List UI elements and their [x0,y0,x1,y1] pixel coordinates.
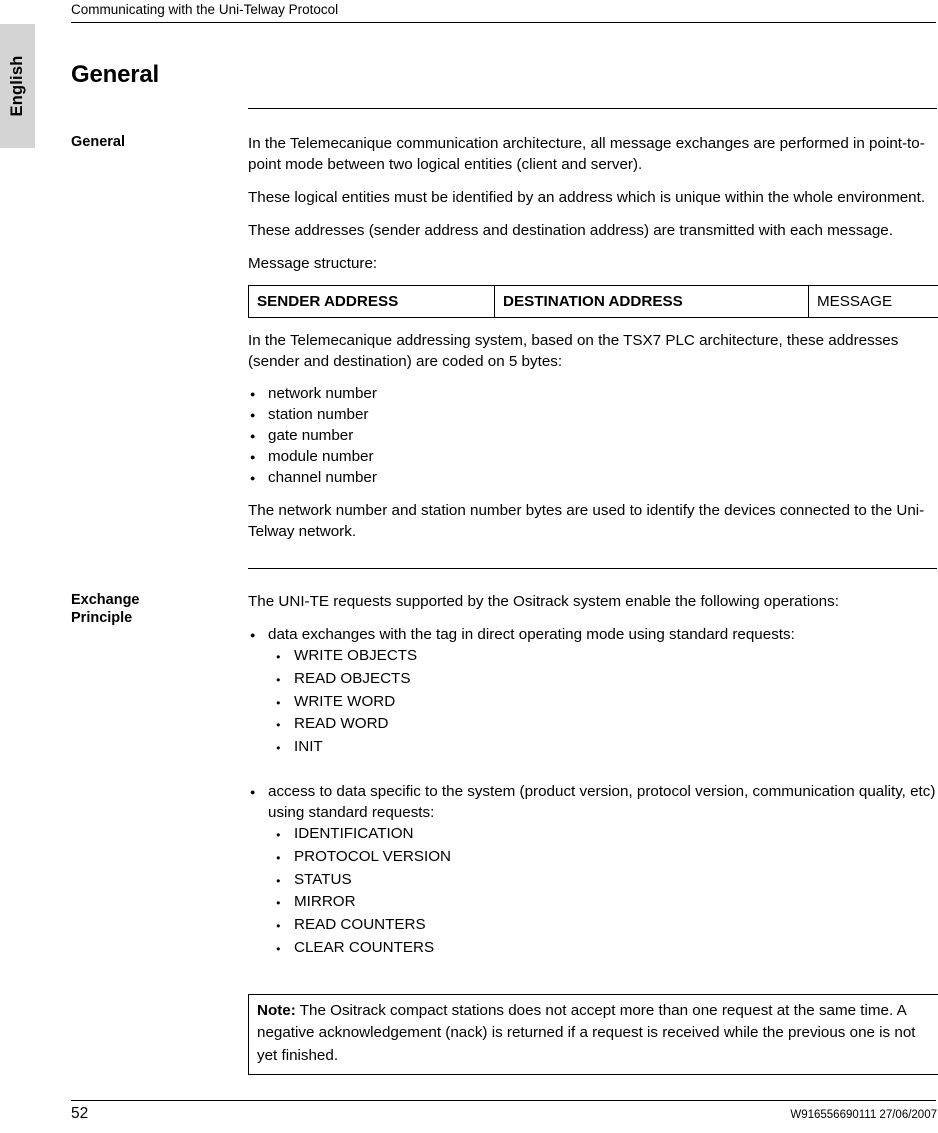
section-label-line2: Principle [71,610,133,626]
section-label-line1: Exchange [71,592,140,608]
table-cell-sender-address: SENDER ADDRESS [249,286,495,318]
request-sublist-1 [268,645,937,759]
request-group-2 [248,781,937,960]
list-item: ● CLEAR COUNTERS [268,937,937,960]
language-tab-label: English [8,55,26,117]
chapter-heading [71,60,937,90]
request-sublist-2 [268,823,937,960]
paragraph: The network number and station number bytes are used to identify the devices connected to the Uni-Telway network. [248,502,925,540]
note-label: Note: [257,1001,296,1019]
list-item: ● gate number [248,425,937,446]
table-cell-message: MESSAGE [809,286,938,318]
page-header [71,0,937,23]
paragraph: In the Telemecanique communication architecture, all message exchanges are performed in point-to-point mode between two logical entities (client and server). [248,135,925,173]
list-item: ● READ OBJECTS [268,668,937,691]
paragraph: These addresses (sender address and destination address) are transmitted with each message. [248,222,893,239]
page-content [71,133,937,1075]
list-item [248,624,937,759]
list-item: ● MIRROR [268,891,937,914]
list-item: ● INIT [268,736,937,759]
footer-rule [71,1100,936,1101]
language-tab [0,24,35,148]
note-box [248,994,938,1076]
list-item: ● station number [248,404,937,425]
chapter-title: General [71,61,159,88]
table-row [249,286,938,318]
section-exchange-principle [71,591,937,1075]
section-body-exchange-principle [248,591,937,1075]
section-label-general: General [71,134,125,150]
paragraph: In the Telemecanique addressing system, based on the TSX7 PLC architecture, these addresses (sender and destination) are coded on 5 bytes: [248,332,899,370]
request-group-1 [248,624,937,759]
section-general [71,133,937,542]
header-rule [71,22,936,23]
list-item: ● PROTOCOL VERSION [268,846,937,869]
note-text: The Ositrack compact stations does not accept more than one request at the same time. A negative acknowledgement (nack) is returned if a request is received while the previous one is not yet finished. [257,1001,916,1064]
paragraph: These logical entities must be identified by an address which is unique within the whole environment. [248,189,926,206]
paragraph: The UNI-TE requests supported by the Ositrack system enable the following operations: [248,593,839,610]
list-item: ● network number [248,383,937,404]
footer-page-number: 52 [71,1105,89,1122]
footer-reference: W916556690111 27/06/2007 [790,1109,937,1121]
list-item: ● channel number [248,467,937,488]
page-footer [71,1100,937,1126]
list-item [248,781,937,960]
list-item-heading: data exchanges with the tag in direct operating mode using standard requests: [268,626,795,643]
section-label-exchange-principle [71,591,231,627]
list-item: ● IDENTIFICATION [268,823,937,846]
list-item: ● WRITE WORD [268,691,937,714]
list-group-spacer [248,771,937,781]
list-item-heading: access to data specific to the system (product version, protocol version, communication quality, etc) using standard requests: [268,782,936,821]
list-item: ● READ COUNTERS [268,914,937,937]
footer-content [71,1104,937,1126]
message-structure-table [248,285,938,318]
section-body-general [248,133,937,542]
list-item: ● READ WORD [268,713,937,736]
header-title: Communicating with the Uni-Telway Protocol [71,2,339,17]
address-bytes-list [248,383,937,488]
table-cell-destination-address: DESTINATION ADDRESS [495,286,809,318]
list-item: ● WRITE OBJECTS [268,645,937,668]
list-item: ● module number [248,446,937,467]
paragraph: Message structure: [248,255,378,272]
list-item: ● STATUS [268,869,937,892]
chapter-rule [248,108,937,109]
